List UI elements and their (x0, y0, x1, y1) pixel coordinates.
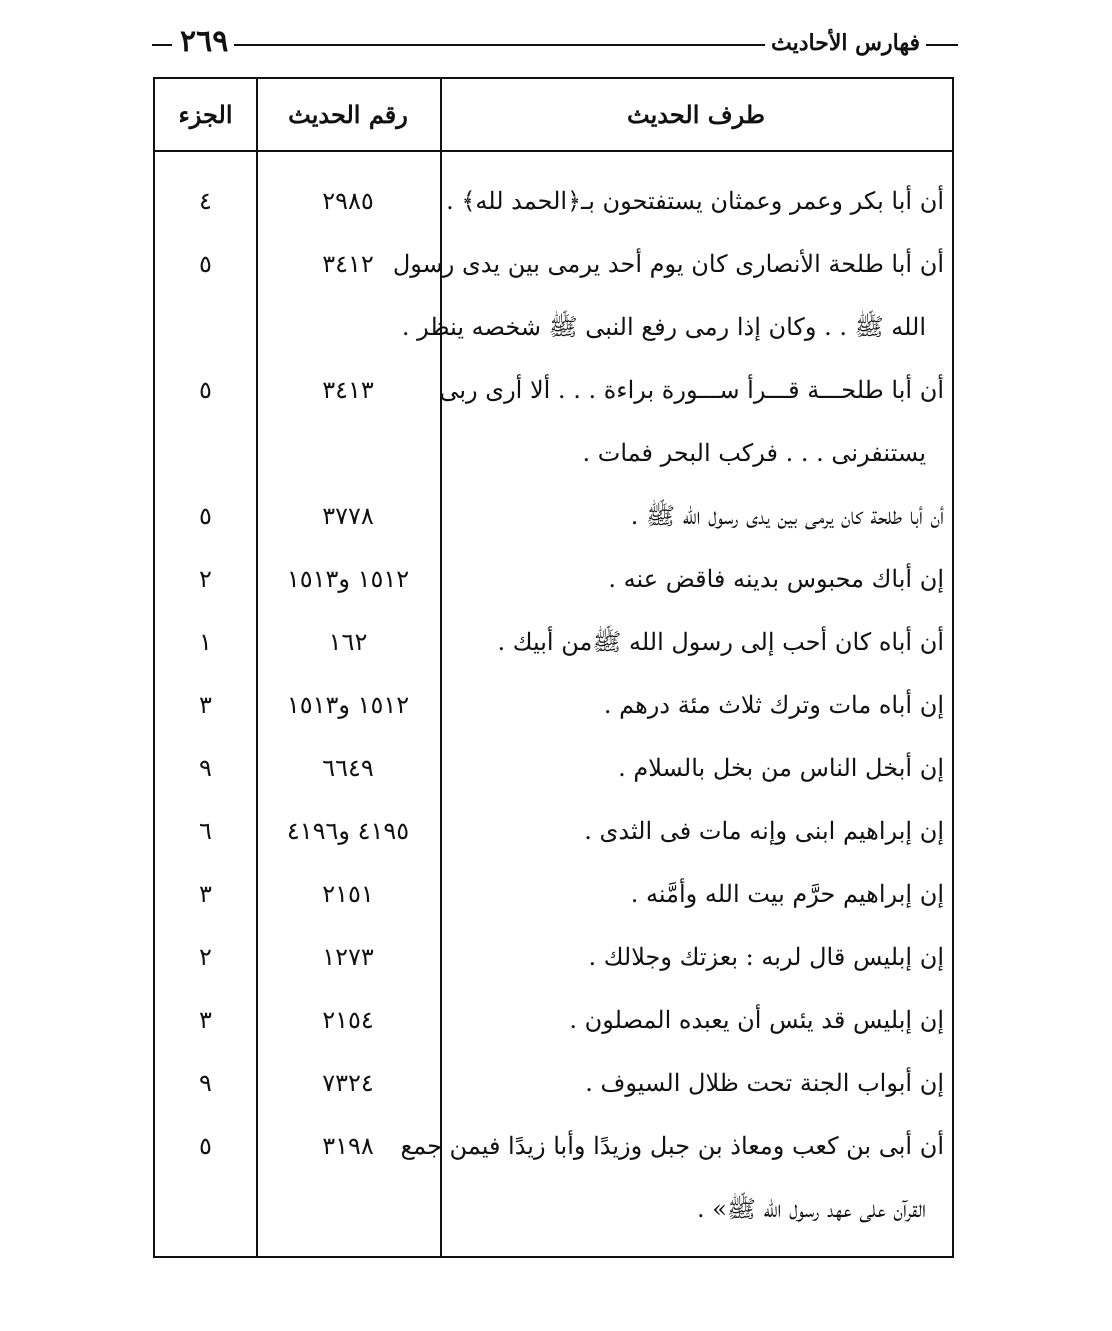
table-row (155, 611, 952, 674)
table-row (155, 674, 952, 737)
volume-number: ٦ (199, 817, 212, 845)
table-row (155, 233, 952, 359)
section-title: فهارس الأحاديث (765, 30, 926, 56)
volume-number: ٤ (199, 187, 212, 215)
hadith-text: أن أبا بكر وعمر وعمثان يستفتحون بـ﴿الحمد لله﴾ . (446, 187, 944, 215)
hadith-number: ٢١٥٤ (322, 1006, 374, 1034)
hadith-number: ٣٤١٣ (322, 376, 374, 404)
hadith-index-table (153, 77, 954, 1258)
table-row (155, 989, 952, 1052)
table-row (155, 170, 952, 233)
hadith-number: ٣٤١٢ (322, 250, 374, 278)
hadith-text: إن أبواب الجنة تحت ظلال السيوف . (585, 1069, 944, 1097)
column-header-volume: الجزء (178, 100, 233, 129)
hadith-number: ١٥١٢ و١٥١٣ (286, 565, 410, 593)
table-body (155, 170, 952, 1241)
volume-number: ٢ (199, 943, 212, 971)
table-row (155, 737, 952, 800)
volume-number: ١ (199, 628, 212, 656)
table-row (155, 863, 952, 926)
table-header-row (155, 79, 952, 152)
hadith-number: ٦٦٤٩ (322, 754, 374, 782)
table-row (155, 926, 952, 989)
hadith-text: إن إبراهيم حرَّم بيت الله وأمَّنه . (630, 880, 944, 908)
hadith-text: أن أبا طلحـــة قـــرأ ســـورة براءة . . . ألا أرى ربى يستنفرنى . . . فركب البحر فمات . (439, 376, 944, 467)
hadith-text: إن أباك محبوس بدينه فاقض عنه . (608, 565, 944, 593)
volume-number: ٣ (199, 1006, 212, 1034)
page-number: ٢٦٩ (180, 24, 229, 59)
hadith-text: أن أباه كان أحب إلى رسول الله ﷺمن أبيك . (497, 628, 944, 656)
hadith-text: إن أباه مات وترك ثلاث مئة درهم . (603, 691, 944, 719)
volume-number: ٥ (199, 502, 212, 530)
hadith-number: ٢٩٨٥ (322, 187, 374, 215)
hadith-text: إن إبليس قد يئس أن يعبده المصلون . (569, 1006, 944, 1034)
volume-number: ٩ (199, 1069, 212, 1097)
table-row (155, 1115, 952, 1241)
table-row (155, 1052, 952, 1115)
hadith-text: أن أبا طلحة كان يرمى بين يدى رسول الله ﷺ . (630, 502, 944, 530)
hadith-number: ٣١٩٨ (322, 1132, 374, 1160)
running-header (152, 22, 958, 62)
hadith-number: ٧٣٢٤ (322, 1069, 374, 1097)
header-rule-left (152, 44, 172, 46)
table-row (155, 548, 952, 611)
hadith-text: أن أبى بن كعب ومعاذ بن جبل وزيدًا وأبا زيدًا فيمن جمع القرآن على عهد رسول الله ﷺ» . (400, 1132, 944, 1223)
table-row (155, 485, 952, 548)
volume-number: ٢ (199, 565, 212, 593)
hadith-number: ١٦٢ (328, 628, 368, 656)
column-header-number: رقم الحديث (288, 100, 408, 129)
hadith-text: أن أبا طلحة الأنصارى كان يوم أحد يرمى بين يدى رسول الله ﷺ . . وكان إذا رمى رفع النبى ﷺ شخصه ينظر . (392, 250, 944, 341)
volume-number: ٥ (199, 376, 212, 404)
hadith-text: إن إبراهيم ابنى وإنه مات فى الثدى . (584, 817, 944, 845)
column-header-hadith: طرف الحديث (627, 100, 765, 129)
hadith-number: ٣٧٧٨ (322, 502, 374, 530)
header-rule-right (934, 44, 958, 46)
hadith-number: ٤١٩٥ و٤١٩٦ (286, 817, 410, 845)
hadith-text: إن أبخل الناس من بخل بالسلام . (618, 754, 944, 782)
hadith-number: ١٢٧٣ (322, 943, 374, 971)
volume-number: ٣ (199, 880, 212, 908)
volume-number: ٥ (199, 1132, 212, 1160)
hadith-number: ٢١٥١ (322, 880, 374, 908)
hadith-text: إن إبليس قال لربه : بعزتك وجلالك . (588, 943, 944, 971)
table-row (155, 800, 952, 863)
volume-number: ٣ (199, 691, 212, 719)
hadith-number: ١٥١٢ و١٥١٣ (286, 691, 410, 719)
volume-number: ٩ (199, 754, 212, 782)
table-row (155, 359, 952, 485)
volume-number: ٥ (199, 250, 212, 278)
